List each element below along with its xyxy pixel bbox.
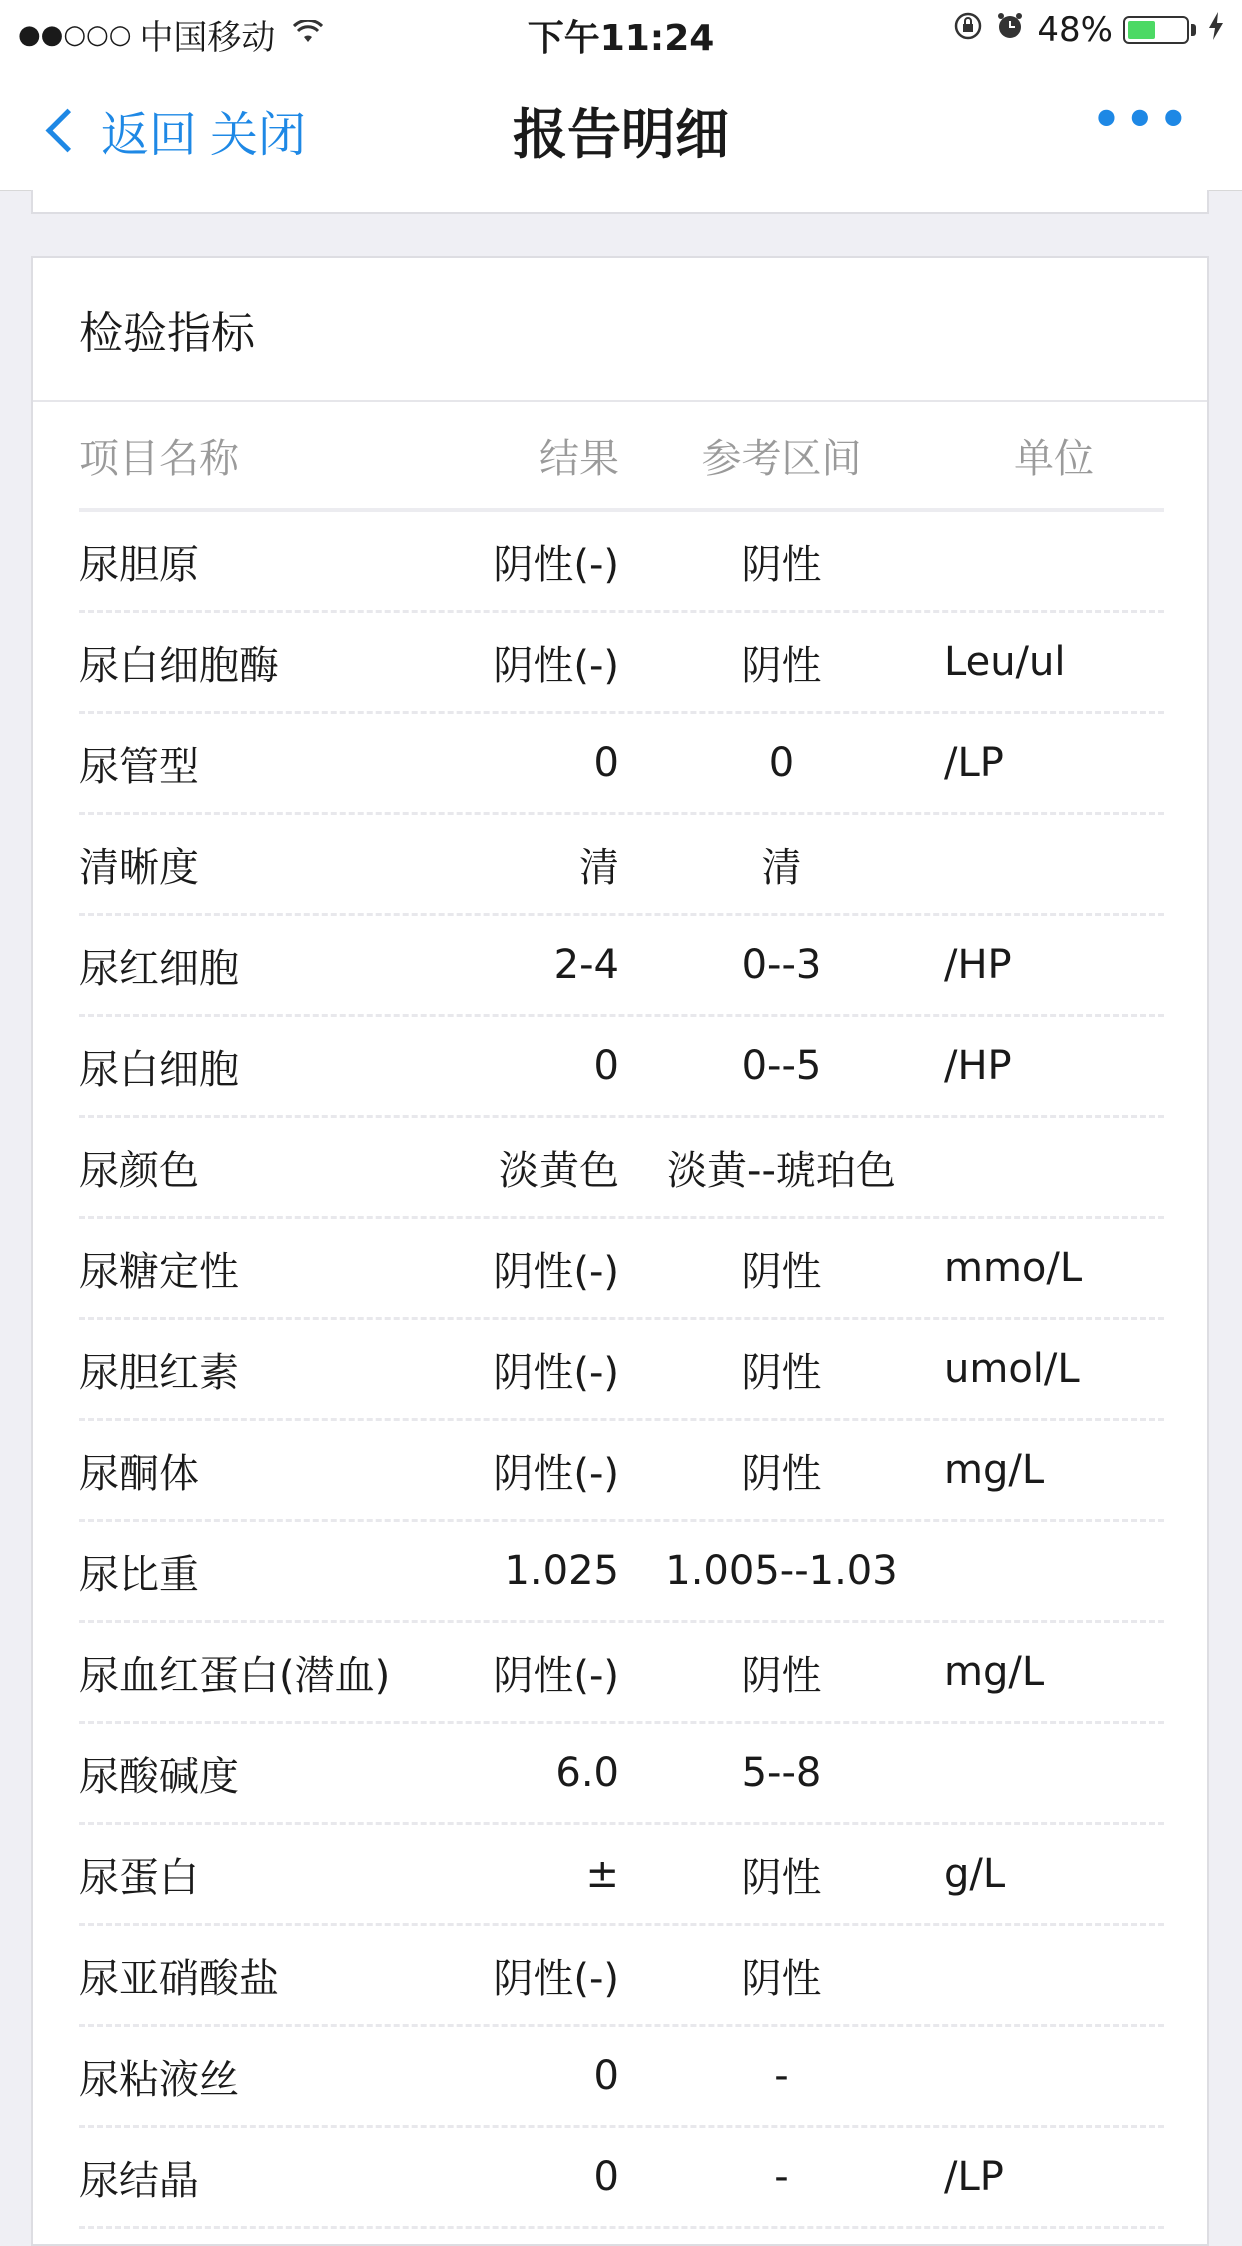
status-bar (0, 0, 1242, 62)
cell-unit: mg/L (944, 1649, 1045, 1695)
battery-fill (1128, 21, 1155, 39)
cell-result: 阴性(-) (493, 1652, 619, 1699)
table-row (79, 1623, 1164, 1724)
table-row (79, 1724, 1164, 1825)
cell-reference: 淡黄--琥珀色 (667, 1147, 896, 1194)
previous-card-edge (31, 190, 1209, 214)
header-name: 项目名称 (79, 435, 239, 482)
alarm-icon (995, 10, 1025, 50)
more-options-icon[interactable]: ••• (1091, 92, 1192, 146)
cell-result: 阴性(-) (493, 642, 619, 689)
table-body (79, 512, 1164, 2229)
cell-reference: - (774, 2154, 789, 2200)
cell-unit: /HP (944, 1043, 1012, 1089)
cell-result: 阴性(-) (493, 541, 619, 588)
cell-name: 尿白细胞 (79, 1046, 239, 1093)
table-row (79, 2128, 1164, 2229)
cell-result: 0 (593, 740, 619, 786)
cell-name: 尿白细胞酶 (79, 642, 279, 689)
table-row (79, 512, 1164, 613)
cell-reference: 阴性 (741, 541, 822, 588)
cell-reference: 阴性 (741, 642, 822, 689)
table-header (79, 402, 1164, 512)
cell-name: 尿酮体 (79, 1450, 199, 1497)
cell-unit: /HP (944, 942, 1012, 988)
rotation-lock-icon (953, 10, 983, 50)
cell-reference: 阴性 (741, 1349, 822, 1396)
cell-reference: 阴性 (741, 1450, 822, 1497)
table-row (79, 714, 1164, 815)
header-result: 结果 (539, 435, 619, 482)
cell-reference: 阴性 (741, 1652, 822, 1699)
cell-reference: 5--8 (741, 1750, 822, 1796)
cell-unit: g/L (944, 1851, 1006, 1897)
cell-unit: umol/L (944, 1346, 1080, 1392)
close-button[interactable]: 关闭 (210, 107, 307, 163)
cell-name: 尿蛋白 (79, 1854, 199, 1901)
cell-unit: /LP (944, 740, 1004, 786)
cell-result: 淡黄色 (499, 1147, 619, 1194)
battery-tip (1191, 24, 1196, 36)
section-title: 检验指标 (33, 258, 1207, 402)
charging-bolt-icon (1208, 12, 1224, 48)
table-row (79, 2027, 1164, 2128)
status-time: 下午11:24 (527, 18, 715, 59)
cell-result: 2-4 (553, 942, 619, 988)
cell-name: 尿粘液丝 (79, 2056, 239, 2103)
battery-percent: 48% (1037, 10, 1113, 50)
cell-result: 1.025 (504, 1548, 619, 1594)
cell-result: 清 (579, 844, 619, 891)
cell-name: 尿结晶 (79, 2157, 199, 2204)
table-row (79, 1825, 1164, 1926)
cell-result: 阴性(-) (493, 1248, 619, 1295)
cell-reference: 1.005--1.03 (665, 1548, 898, 1594)
cell-reference: 0--3 (741, 942, 822, 988)
cell-result: 阴性(-) (493, 1955, 619, 2002)
cell-name: 清晰度 (79, 844, 199, 891)
cell-result: ± (585, 1851, 619, 1897)
cell-result: 0 (593, 1043, 619, 1089)
cell-name: 尿管型 (79, 743, 199, 790)
table-row (79, 1219, 1164, 1320)
lab-indicators-card (31, 256, 1209, 2246)
table-row (79, 815, 1164, 916)
cell-name: 尿亚硝酸盐 (79, 1955, 279, 2002)
table-row (79, 916, 1164, 1017)
cell-result: 6.0 (555, 1750, 619, 1796)
table-row (79, 613, 1164, 714)
table-row (79, 1926, 1164, 2027)
cell-result: 0 (593, 2154, 619, 2200)
cell-reference: 0 (768, 740, 795, 786)
cell-reference: 阴性 (741, 1248, 822, 1295)
cell-result: 0 (593, 2053, 619, 2099)
cell-unit: Leu/ul (944, 639, 1066, 685)
cell-name: 尿胆原 (79, 541, 199, 588)
header-unit: 单位 (1014, 435, 1094, 482)
cell-reference: 阴性 (741, 1955, 822, 2002)
cell-name: 尿酸碱度 (79, 1753, 239, 1800)
cell-unit: /LP (944, 2154, 1004, 2200)
cell-name: 尿胆红素 (79, 1349, 239, 1396)
cell-unit: mg/L (944, 1447, 1045, 1493)
signal-strength-icon: ●●○○○ (18, 19, 132, 50)
table-row (79, 1017, 1164, 1118)
cell-name: 尿糖定性 (79, 1248, 239, 1295)
cell-name: 尿红细胞 (79, 945, 239, 992)
battery-icon (1123, 16, 1189, 44)
cell-reference: - (774, 2053, 789, 2099)
carrier-name: 中国移动 (139, 18, 276, 58)
status-right (941, 10, 1224, 50)
cell-reference: 阴性 (741, 1854, 822, 1901)
cell-name: 尿比重 (79, 1551, 199, 1598)
cell-unit: mmo/L (944, 1245, 1083, 1291)
navigation-bar (0, 62, 1242, 191)
cell-result: 阴性(-) (493, 1349, 619, 1396)
back-label: 返回 (101, 107, 198, 163)
results-table (79, 402, 1164, 2229)
table-row (79, 1118, 1164, 1219)
page-title: 报告明细 (513, 103, 729, 166)
cell-reference: 清 (761, 844, 802, 891)
table-row (79, 1320, 1164, 1421)
table-row (79, 1421, 1164, 1522)
cell-name: 尿颜色 (79, 1147, 199, 1194)
header-reference: 参考区间 (701, 435, 862, 482)
cell-name: 尿血红蛋白(潜血) (79, 1652, 391, 1699)
cell-result: 阴性(-) (493, 1450, 619, 1497)
table-row (79, 1522, 1164, 1623)
cell-reference: 0--5 (741, 1043, 822, 1089)
